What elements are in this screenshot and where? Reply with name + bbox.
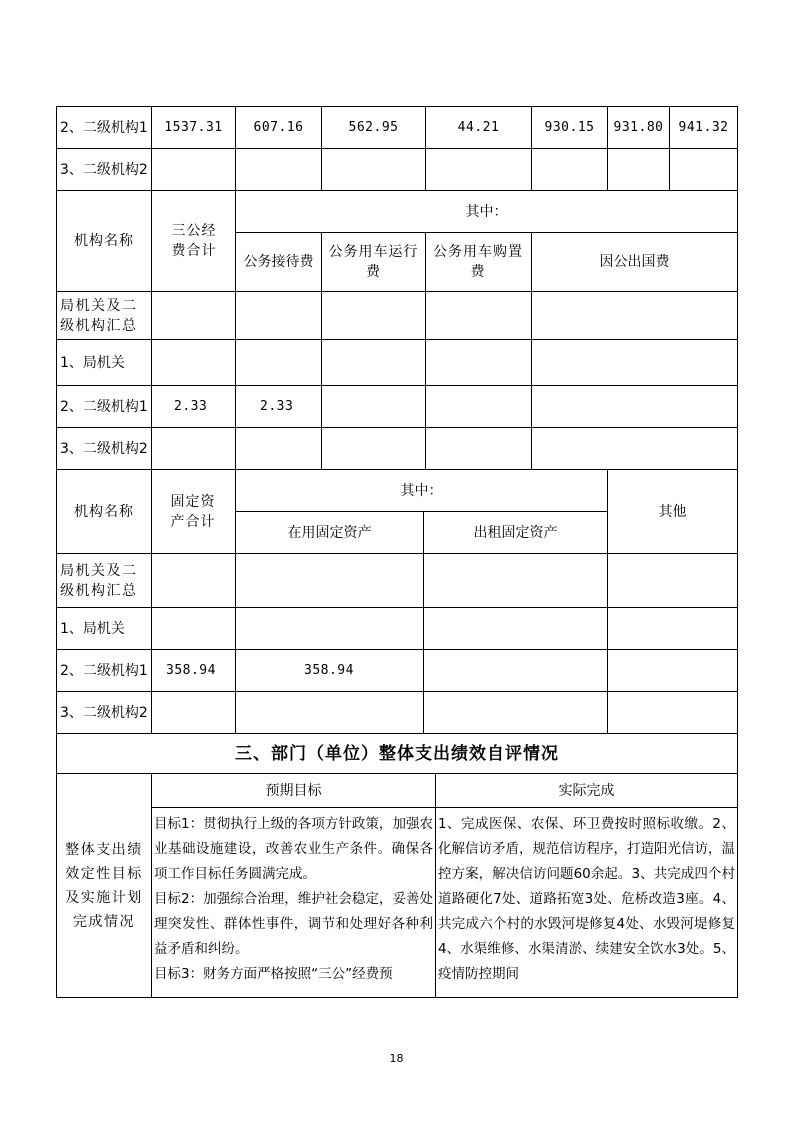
header-other: 其他	[658, 503, 687, 520]
cell-value: 2.33	[260, 398, 294, 414]
cell-value: 931.80	[613, 119, 664, 135]
row-label: 3、二级机构2	[60, 440, 148, 457]
cell-value: 2.33	[174, 398, 208, 414]
cell-value: 607.16	[253, 119, 304, 135]
cell-value: 358.94	[304, 662, 354, 678]
header-rented: 出租固定资产	[473, 524, 558, 541]
expected-goal-1: 目标1：贯彻执行上级的各项方针政策，加强农业基础设施建设，改善农业生产条件。确保各项工作目标任务圆满完成。	[154, 816, 433, 882]
cell-value: 358.94	[166, 662, 216, 678]
header-in-use: 在用固定资产	[287, 524, 372, 541]
expected-goal-3: 目标3：财务方面严格按照“三公”经费预	[154, 966, 393, 982]
header-org-name: 机构名称	[74, 233, 134, 249]
row-label: 3、二级机构2	[60, 161, 148, 178]
header-vehicle-buy: 公务用车购置费	[433, 244, 523, 280]
cell-value: 1537.31	[164, 119, 223, 135]
row-label: 局机关及二级机构汇总	[60, 297, 138, 334]
section-row-label: 整体支出绩效定性目标及实施计划完成情况	[65, 841, 143, 930]
cell-value: 562.95	[348, 119, 399, 135]
header-abroad: 因公出国费	[599, 254, 670, 270]
row-label: 局机关及二级机构汇总	[60, 562, 138, 599]
header-sangong-total: 三公经费合计	[171, 223, 217, 259]
actual-header: 实际完成	[558, 782, 615, 799]
expected-goals	[152, 808, 435, 997]
actual-text: 1、完成医保、农保、环卫费按时照标收缴。2、化解信访矛盾，规范信访程序，打造阳光信访，温控方案，解决信访问题60余起。3、共完成四个村道路硬化7处、道路拓宽3处、危桥改造3座。4、共完成六个村的水毁河堤修复4处、水毁河堤修复4、水渠维修、水渠清淤、续建安全饮水3处。5、疫情防控期间	[438, 816, 735, 982]
header-reception: 公务接待费	[243, 254, 314, 270]
header-among: 其中：	[400, 482, 443, 499]
row-label: 1、局机关	[60, 354, 125, 371]
row-label: 2、二级机构1	[60, 662, 148, 679]
page-number: 18	[389, 1052, 404, 1065]
row-label: 2、二级机构1	[60, 398, 148, 415]
row-label: 3、二级机构2	[60, 704, 148, 721]
section-title: 三、部门（单位）整体支出绩效自评情况	[235, 743, 559, 764]
row-label: 2、二级机构1	[60, 119, 148, 136]
cell-value: 941.32	[678, 119, 729, 135]
cell-value: 44.21	[457, 119, 500, 135]
expected-header: 预期目标	[265, 782, 322, 799]
cell-value: 930.15	[544, 119, 595, 135]
row-label: 1、局机关	[60, 620, 125, 637]
header-org-name: 机构名称	[74, 503, 134, 520]
header-vehicle-run: 公务用车运行费	[328, 244, 419, 280]
header-assets-total: 固定资产合计	[170, 493, 216, 530]
expected-goal-2: 目标2：加强综合治理，维护社会稳定，妥善处理突发性、群体性事件，调节和处理好各种利益矛盾和纠纷。	[154, 891, 433, 957]
actual-completion	[436, 808, 737, 997]
header-among: 其中：	[465, 203, 508, 220]
